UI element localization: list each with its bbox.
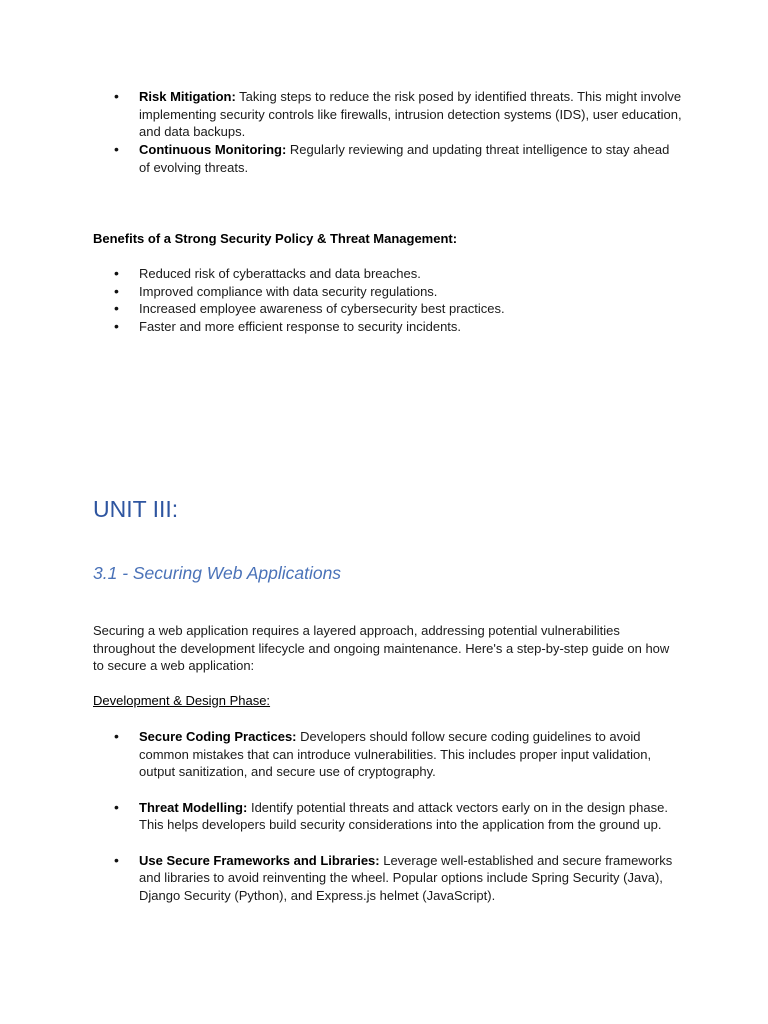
intro-paragraph: Securing a web application requires a layered approach, addressing potential vulnerabilities throughout the development lifecycle and ongoing maintenance. Here's a step-by-step guide on how to secure a web application:	[93, 623, 670, 674]
list-item-text: Taking steps to reduce the risk posed by identified threats. This might involve implementing security controls like firewalls, intrusion detection systems (IDS), user education, and data backups.	[139, 89, 682, 140]
list-item: • Reduced risk of cyberattacks and data breaches.	[93, 265, 683, 283]
list-item-term: Risk Mitigation:	[139, 89, 236, 104]
list-item-text: Leverage well-established and secure frameworks and libraries to avoid reinventing the wheel. Popular options include Spring Security (Java), Django Security (Python), and Express.js helmet (JavaScript).	[139, 852, 673, 904]
list-item	[93, 88, 683, 141]
list-item	[93, 141, 683, 176]
benefits-heading: Benefits of a Strong Security Policy & Threat Management:	[93, 231, 458, 246]
dev-phase-heading: Development & Design Phase:	[93, 693, 271, 708]
list-item-term: Secure Coding Practices:	[139, 729, 297, 744]
list-item: • Increased employee awareness of cybersecurity best practices.	[93, 300, 683, 318]
threat-management-list	[93, 88, 683, 177]
section-title: 3.1 - Securing Web Applications	[93, 563, 342, 583]
list-item-term: Threat Modelling:	[139, 799, 248, 815]
list-item-text: Developers should follow secure coding guidelines to avoid common mistakes that can introduce vulnerabilities. This includes proper input validation, output sanitization, and secure use of cryptography.	[139, 729, 652, 780]
list-item	[93, 852, 683, 905]
list-item	[93, 799, 683, 834]
unit-title: UNIT III:	[93, 496, 179, 522]
list-item-term: Use Secure Frameworks and Libraries:	[139, 852, 380, 868]
list-item	[93, 728, 683, 781]
dev-phase-list	[93, 728, 683, 922]
list-item: • Faster and more efficient response to security incidents.	[93, 318, 683, 336]
list-item-term: Continuous Monitoring:	[139, 142, 287, 158]
benefits-list	[93, 265, 683, 336]
list-item-text: Identify potential threats and attack vectors early on in the design phase. This helps developers build security considerations into the application from the ground up.	[139, 799, 668, 833]
list-item: • Improved compliance with data security regulations.	[93, 283, 683, 301]
list-item-text: Regularly reviewing and updating threat intelligence to stay ahead of evolving threats.	[139, 142, 670, 175]
